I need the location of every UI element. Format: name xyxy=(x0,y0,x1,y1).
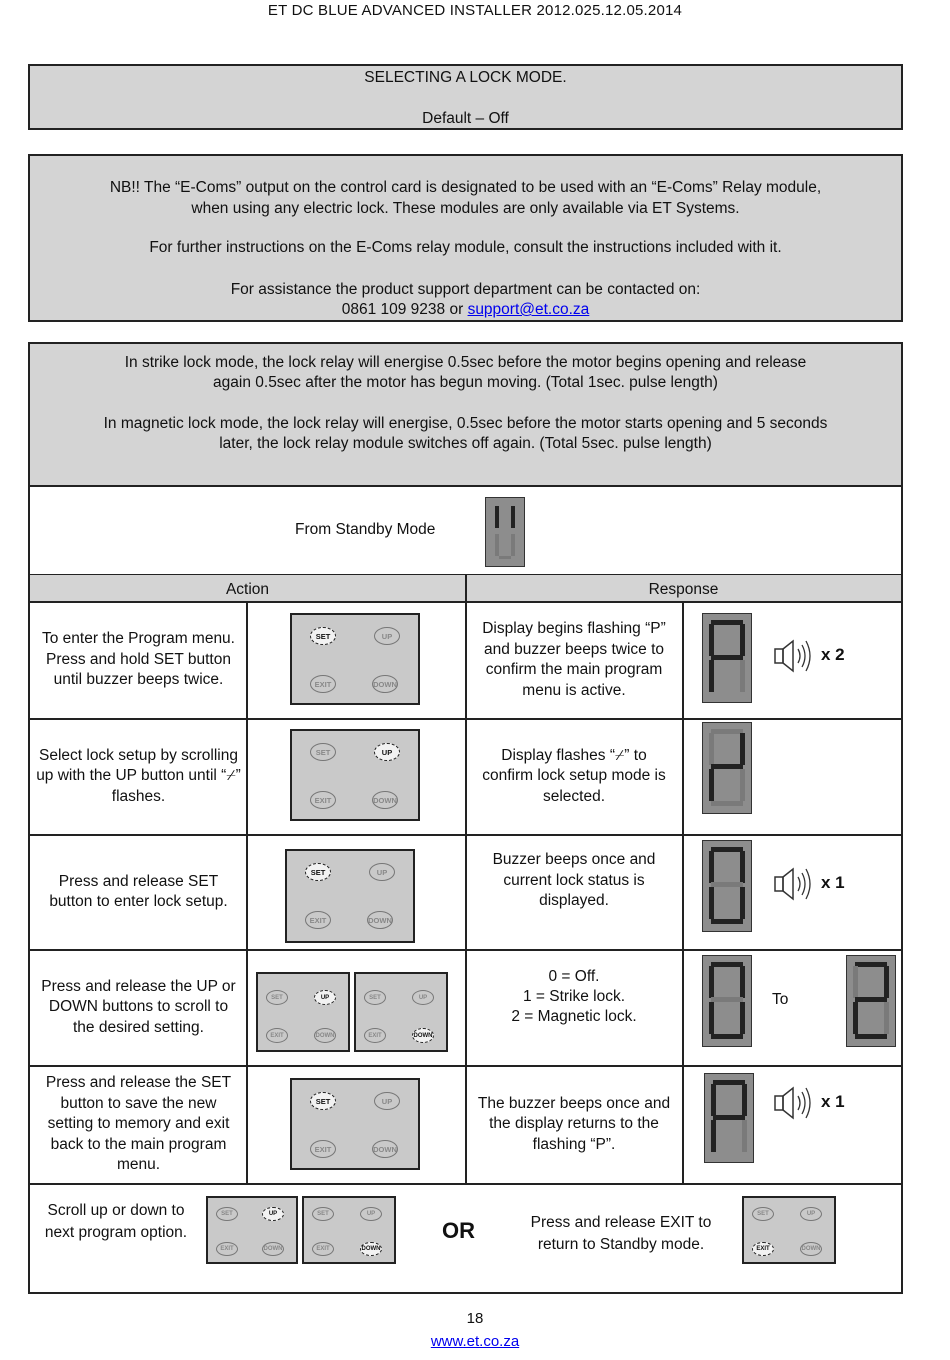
down-button: DOWN xyxy=(372,791,398,809)
row5-action: Press and release the SET button to save the new setting to memory and exit back to the main program menu. xyxy=(45,1074,232,1174)
website-url[interactable]: www.et.co.za xyxy=(430,1333,520,1350)
note-line-2: when using any electric lock. These modules are only available via ET Systems. xyxy=(191,200,740,217)
phone-number: 0861 109 9238 or xyxy=(341,301,468,318)
up-button-pressed: UP xyxy=(262,1207,284,1221)
note-line-1: NB!! The “E-Coms” output on the control card is designated to be used with an “E-Coms” Relay module, xyxy=(109,179,822,196)
down-button: DOWN xyxy=(372,675,398,693)
row4-keypad-down xyxy=(354,972,448,1052)
down-button: DOWN xyxy=(800,1242,822,1256)
set-button: SET xyxy=(266,990,288,1005)
row2-action: Select lock setup by scrolling up with the UP button until “⌿” flashes. xyxy=(36,746,241,805)
set-button-pressed: SET xyxy=(310,1092,336,1110)
last-keypad-exit xyxy=(742,1196,836,1264)
option-strike: 1 = Strike lock. xyxy=(522,988,626,1005)
option-magnetic: 2 = Magnetic lock. xyxy=(511,1008,637,1025)
exit-button: EXIT xyxy=(312,1242,334,1256)
set-button: SET xyxy=(752,1207,774,1221)
up-button: UP xyxy=(800,1207,822,1221)
row2-display-lock xyxy=(702,722,752,814)
option-off: 0 = Off. xyxy=(548,968,600,985)
last-keypad-down xyxy=(302,1196,396,1264)
row4-response xyxy=(474,967,674,1027)
row5-beep-count: x 1 xyxy=(821,1092,845,1111)
row3-action: Press and release SET button to enter lock setup. xyxy=(49,872,228,910)
strike-line-1: In strike lock mode, the lock relay will energise 0.5sec before the motor begins opening and release xyxy=(124,354,807,371)
strike-line-2: again 0.5sec after the motor has begun moving. (Total 1sec. pulse length) xyxy=(213,374,718,391)
row1-response: Display begins flashing “P” and buzzer beeps twice to confirm the main program menu is active. xyxy=(482,620,666,699)
row3-beep-count: x 1 xyxy=(821,873,845,892)
default-setting: Default – Off xyxy=(422,110,509,127)
page-number: 18 xyxy=(466,1310,484,1327)
down-button: DOWN xyxy=(314,1028,336,1043)
support-email-link[interactable]: support@et.co.za xyxy=(467,301,590,318)
down-button-pressed: DOWN xyxy=(360,1242,382,1256)
up-button-pressed: UP xyxy=(314,990,336,1005)
row5-response: The buzzer beeps once and the display returns to the flashing “P”. xyxy=(477,1094,671,1153)
exit-button: EXIT xyxy=(266,1028,288,1043)
set-button-pressed: SET xyxy=(310,627,336,645)
up-button-pressed: UP xyxy=(374,743,400,761)
row1-keypad xyxy=(290,613,420,705)
row3-keypad xyxy=(285,849,415,943)
row2-response: Display flashes “⌿” to confirm lock setup mode is selected. xyxy=(482,746,666,805)
row4-display-two xyxy=(846,955,896,1047)
magnetic-line-2: later, the lock relay module switches off again. (Total 5sec. pulse length) xyxy=(219,435,712,452)
speaker-icon xyxy=(773,1085,819,1121)
set-button: SET xyxy=(216,1207,238,1221)
up-button: UP xyxy=(374,627,400,645)
exit-button: EXIT xyxy=(305,911,331,929)
contact-line xyxy=(30,300,901,320)
exit-button: EXIT xyxy=(364,1028,386,1043)
speaker-icon xyxy=(773,638,819,674)
lock-modes-box xyxy=(30,344,901,486)
action-header: Action xyxy=(225,581,270,598)
row4-action: Press and release the UP or DOWN buttons to scroll to the desired setting. xyxy=(41,977,236,1036)
up-button: UP xyxy=(369,863,395,881)
up-button: UP xyxy=(412,990,434,1005)
set-button-pressed: SET xyxy=(305,863,331,881)
up-button: UP xyxy=(360,1207,382,1221)
set-button: SET xyxy=(364,990,386,1005)
set-button: SET xyxy=(310,743,336,761)
note-box xyxy=(28,154,903,322)
or-label: OR xyxy=(442,1218,475,1243)
row5-keypad xyxy=(290,1078,420,1170)
set-button: SET xyxy=(312,1207,334,1221)
row4-display-zero xyxy=(702,955,752,1047)
up-button: UP xyxy=(374,1092,400,1110)
exit-button: EXIT xyxy=(216,1242,238,1256)
row1-beep-count: x 2 xyxy=(821,645,845,664)
magnetic-line-1: In magnetic lock mode, the lock relay will energise, 0.5sec before the motor starts opening and 5 seconds xyxy=(103,415,828,432)
exit-button: EXIT xyxy=(310,791,336,809)
down-button: DOWN xyxy=(372,1140,398,1158)
exit-button-pressed: EXIT xyxy=(752,1242,774,1256)
last-action: Scroll up or down to next program option. xyxy=(44,1202,188,1241)
row3-response: Buzzer beeps once and current lock status is displayed. xyxy=(492,851,656,910)
down-button-pressed: DOWN xyxy=(412,1028,434,1043)
last-response: Press and release EXIT to return to Standby mode. xyxy=(530,1214,712,1253)
row5-display-p xyxy=(704,1073,754,1163)
standby-display xyxy=(485,497,525,567)
row3-display-zero xyxy=(702,840,752,932)
last-keypad-up xyxy=(206,1196,298,1264)
section-title: SELECTING A LOCK MODE. xyxy=(364,69,567,86)
document-header: ET DC BLUE ADVANCED INSTALLER 2012.025.12.05.2014 xyxy=(267,2,683,19)
row4-keypad-up xyxy=(256,972,350,1052)
down-button: DOWN xyxy=(262,1242,284,1256)
row1-display-p xyxy=(702,613,752,703)
row1-action: To enter the Program menu. Press and hold SET button until buzzer beeps twice. xyxy=(42,630,235,689)
row4-to-label: To xyxy=(772,991,789,1008)
response-header: Response xyxy=(648,581,719,598)
section-title-box xyxy=(28,64,903,130)
exit-button: EXIT xyxy=(310,675,336,693)
row2-keypad xyxy=(290,729,420,821)
down-button: DOWN xyxy=(367,911,393,929)
website-link xyxy=(0,1333,950,1350)
note-line-3: For further instructions on the E-Coms relay module, consult the instructions included with it. xyxy=(149,239,782,256)
note-line-4: For assistance the product support department can be contacted on: xyxy=(230,281,701,298)
speaker-icon xyxy=(773,866,819,902)
standby-label: From Standby Mode xyxy=(295,521,436,538)
exit-button: EXIT xyxy=(310,1140,336,1158)
